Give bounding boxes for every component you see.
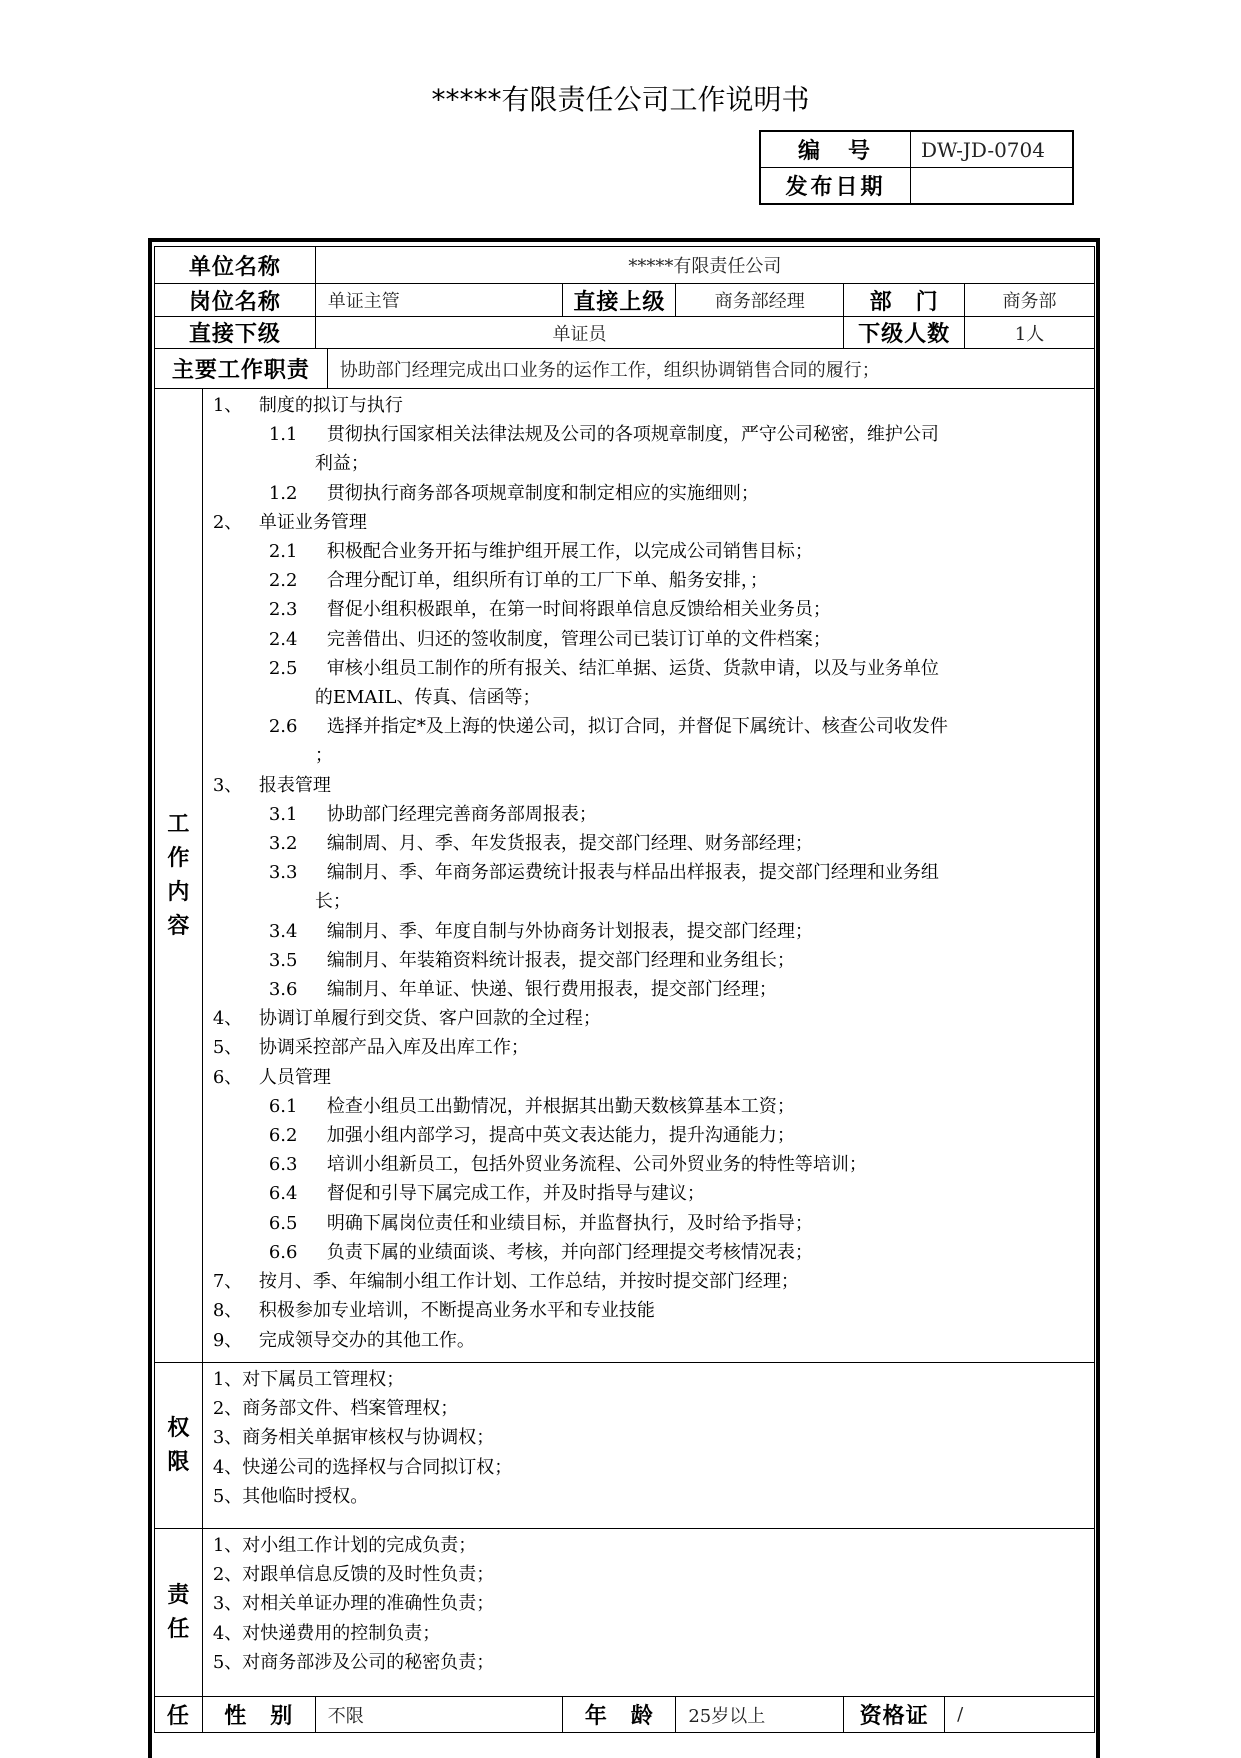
work-item <box>213 1238 1084 1267</box>
authority-item: 3、商务相关单据审核权与协调权； <box>212 1427 495 1449</box>
work-item-text: 长； <box>314 891 351 913</box>
work-item-number: 2、 <box>212 511 243 533</box>
code-label: 编 号 <box>760 131 911 168</box>
work-item <box>213 1063 1084 1092</box>
work-item-text: 人员管理 <box>258 1066 331 1088</box>
work-item <box>213 741 1084 770</box>
authority-label <box>155 1363 203 1529</box>
gender-label: 性 别 <box>202 1697 315 1733</box>
responsibility-item: 4、对快递费用的控制负责； <box>212 1622 441 1644</box>
subordinate-count-label: 下级人数 <box>844 317 965 349</box>
work-item <box>213 683 1084 712</box>
gender-value: 不限 <box>315 1697 563 1733</box>
work-item-text: 完善借出、归还的签收制度，管理公司已装订订单的文件档案； <box>326 628 831 650</box>
work-item <box>213 975 1084 1004</box>
main-duty-label: 主要工作职责 <box>155 349 328 389</box>
work-item-text: 贯彻执行国家相关法律法规及公司的各项规章制度，严守公司秘密，维护公司 <box>326 424 939 446</box>
subordinate-row <box>155 317 1095 349</box>
work-item <box>213 420 1084 449</box>
work-item-number: 4、 <box>212 1008 243 1030</box>
work-item-text: 积极参加专业培训，不断提高业务水平和专业技能 <box>258 1300 655 1322</box>
work-item-number: 3.5 <box>268 949 298 971</box>
work-item-number: 6.3 <box>268 1154 298 1176</box>
unit-row <box>155 247 1095 284</box>
authority-item: 5、其他临时授权。 <box>212 1485 369 1507</box>
department-label: 部 门 <box>844 284 965 317</box>
work-item-number: 8、 <box>212 1300 243 1322</box>
work-item-text: 检查小组员工出勤情况，并根据其出勤天数核算基本工资； <box>326 1095 795 1117</box>
work-item-text: 合理分配订单，组织所有订单的工厂下单、船务安排，； <box>326 570 768 592</box>
work-item <box>213 887 1084 916</box>
work-item-text: 编制周、月、季、年发货报表，提交部门经理、财务部经理； <box>326 833 813 855</box>
work-item <box>213 479 1084 508</box>
work-item <box>213 1092 1084 1121</box>
work-item-text: 报表管理 <box>258 774 331 796</box>
release-date-value <box>911 168 1074 205</box>
work-item-number: 1、 <box>212 395 243 416</box>
work-item <box>213 654 1084 683</box>
responsibility-list <box>202 1529 1094 1697</box>
work-item <box>213 946 1084 975</box>
responsibility-row <box>155 1529 1095 1697</box>
work-item-text: 协调采控部产品入库及出库工作； <box>258 1037 529 1059</box>
responsibility-label-text: 责任 <box>167 1582 190 1642</box>
work-item-text: 编制月、年单证、快递、银行费用报表，提交部门经理； <box>326 979 777 1001</box>
main-duty-value: 协助部门经理完成出口业务的运作工作，组织协调销售合同的履行； <box>327 349 1094 389</box>
direct-superior-label: 直接上级 <box>563 284 676 317</box>
work-item-text: 利益； <box>314 453 369 475</box>
work-item <box>213 508 1084 537</box>
work-item-text: 协调订单履行到交货、客户回款的全过程； <box>258 1008 601 1030</box>
work-item <box>213 449 1084 478</box>
work-item-number: 2.5 <box>268 657 298 679</box>
work-item-number: 3.3 <box>268 862 298 884</box>
work-item-number: 6.5 <box>268 1212 298 1234</box>
main-duty-row <box>155 349 1095 389</box>
responsibility-item: 3、对相关单证办理的准确性负责； <box>212 1593 495 1615</box>
job-description-table <box>154 246 1095 1733</box>
age-label: 年 龄 <box>563 1697 676 1733</box>
work-item <box>213 1267 1084 1296</box>
work-item <box>213 1296 1084 1325</box>
work-item <box>213 1033 1084 1062</box>
qualification-label: 任 <box>155 1697 203 1733</box>
direct-superior-value: 商务部经理 <box>676 284 844 317</box>
authority-item: 1、对下属员工管理权； <box>212 1369 405 1390</box>
work-item-text: 加强小组内部学习，提高中英文表达能力，提升沟通能力； <box>326 1125 795 1147</box>
work-item-text: 按月、季、年编制小组工作计划、工作总结，并按时提交部门经理； <box>258 1271 799 1293</box>
work-item <box>213 1121 1084 1150</box>
work-item-text: 督促小组积极跟单，在第一时间将跟单信息反馈给相关业务员； <box>326 599 831 621</box>
work-item-number: 3.1 <box>268 803 298 825</box>
authority-item: 4、快递公司的选择权与合同拟订权； <box>212 1456 513 1478</box>
work-item-number: 3、 <box>212 774 243 796</box>
work-item-text: 编制月、季、年商务部运费统计报表与样品出样报表，提交部门经理和业务组 <box>326 862 939 884</box>
work-content-label-text: 工作内容 <box>167 811 190 939</box>
unit-name-value: *****有限责任公司 <box>315 247 1094 284</box>
document-code-box <box>759 130 1074 205</box>
work-item-text: 积极配合业务开拓与维护组开展工作，以完成公司销售目标； <box>326 541 813 563</box>
certificate-label: 资格证 <box>844 1697 945 1733</box>
work-item <box>213 625 1084 654</box>
work-item-text: 审核小组员工制作的所有报关、结汇单据、运货、货款申请，以及与业务单位 <box>326 657 939 679</box>
work-item-text: 协助部门经理完善商务部周报表； <box>326 803 597 825</box>
work-item-number: 2.1 <box>268 541 298 563</box>
work-item-text: ； <box>314 745 333 767</box>
work-item <box>213 566 1084 595</box>
age-value: 25岁以上 <box>676 1697 844 1733</box>
work-item-number: 7、 <box>212 1271 243 1293</box>
authority-item: 2、商务部文件、档案管理权； <box>212 1398 459 1420</box>
work-item-text: 编制月、年装箱资料统计报表，提交部门经理和业务组长； <box>326 949 795 971</box>
work-item-text: 单证业务管理 <box>258 511 367 533</box>
qualification-row <box>155 1697 1095 1733</box>
work-item-number: 6.2 <box>268 1125 298 1147</box>
code-value: DW-JD-0704 <box>911 131 1074 168</box>
work-item-number: 5、 <box>212 1037 243 1059</box>
work-item-number: 2.2 <box>268 570 298 592</box>
responsibility-item: 5、对商务部涉及公司的秘密负责； <box>212 1651 495 1673</box>
work-item <box>213 1326 1084 1355</box>
position-name-value: 单证主管 <box>315 284 563 317</box>
work-item-number: 6.1 <box>268 1095 298 1117</box>
work-content-row <box>155 389 1095 1363</box>
work-item-number: 3.2 <box>268 833 298 855</box>
work-item-number: 3.6 <box>268 979 298 1001</box>
authority-list <box>202 1363 1094 1529</box>
work-item-text: 选择并指定*及上海的快递公司，拟订合同，并督促下属统计、核查公司收发件 <box>326 716 948 738</box>
work-item <box>213 391 1084 420</box>
work-item <box>213 1004 1084 1033</box>
work-item-text: 贯彻执行商务部各项规章制度和制定相应的实施细则； <box>326 482 759 504</box>
work-item-text: 的EMAIL、传真、信函等； <box>314 687 541 709</box>
release-date-label: 发布日期 <box>760 168 911 205</box>
responsibility-label <box>155 1529 203 1697</box>
work-content-list <box>202 389 1094 1363</box>
work-content-label <box>155 389 203 1363</box>
unit-name-label: 单位名称 <box>155 247 316 284</box>
work-item <box>213 1179 1084 1208</box>
responsibility-item: 2、对跟单信息反馈的及时性负责； <box>212 1564 495 1586</box>
direct-subordinate-label: 直接下级 <box>155 317 316 349</box>
work-item-number: 9、 <box>212 1329 243 1351</box>
department-value: 商务部 <box>965 284 1095 317</box>
work-item-text: 明确下属岗位责任和业绩目标，并监督执行，及时给予指导； <box>326 1212 813 1234</box>
work-item <box>213 800 1084 829</box>
work-item <box>213 1150 1084 1179</box>
work-item-text: 培训小组新员工，包括外贸业务流程、公司外贸业务的特性等培训； <box>326 1154 867 1176</box>
work-item-number: 1.1 <box>268 424 298 446</box>
work-item-number: 3.4 <box>268 920 298 942</box>
work-item <box>213 712 1084 741</box>
responsibility-item: 1、对小组工作计划的完成负责； <box>212 1535 477 1556</box>
position-name-label: 岗位名称 <box>155 284 316 317</box>
authority-row <box>155 1363 1095 1529</box>
position-row <box>155 284 1095 317</box>
work-item <box>213 829 1084 858</box>
work-item <box>213 771 1084 800</box>
work-item-number: 2.3 <box>268 599 298 621</box>
certificate-value: / <box>945 1697 1095 1733</box>
work-item-text: 完成领导交办的其他工作。 <box>258 1329 475 1351</box>
work-item-text: 督促和引导下属完成工作，并及时指导与建议； <box>326 1183 705 1205</box>
work-item <box>213 1209 1084 1238</box>
document-title: *****有限责任公司工作说明书 <box>431 83 810 116</box>
work-item-text: 编制月、季、年度自制与外协商务计划报表，提交部门经理； <box>326 920 813 942</box>
work-item-number: 6、 <box>212 1066 243 1088</box>
direct-subordinate-value: 单证员 <box>315 317 843 349</box>
subordinate-count-value: 1人 <box>965 317 1095 349</box>
work-item <box>213 917 1084 946</box>
work-item-number: 6.4 <box>268 1183 298 1205</box>
work-item-text: 负责下属的业绩面谈、考核，并向部门经理提交考核情况表； <box>326 1241 813 1263</box>
work-item <box>213 537 1084 566</box>
work-item-number: 2.6 <box>268 716 298 738</box>
work-item <box>213 595 1084 624</box>
work-item <box>213 858 1084 887</box>
work-item-number: 1.2 <box>268 482 298 504</box>
authority-label-text: 权限 <box>167 1415 190 1475</box>
work-item-number: 2.4 <box>268 628 298 650</box>
work-item-text: 制度的拟订与执行 <box>258 395 403 416</box>
work-item-number: 6.6 <box>268 1241 298 1263</box>
